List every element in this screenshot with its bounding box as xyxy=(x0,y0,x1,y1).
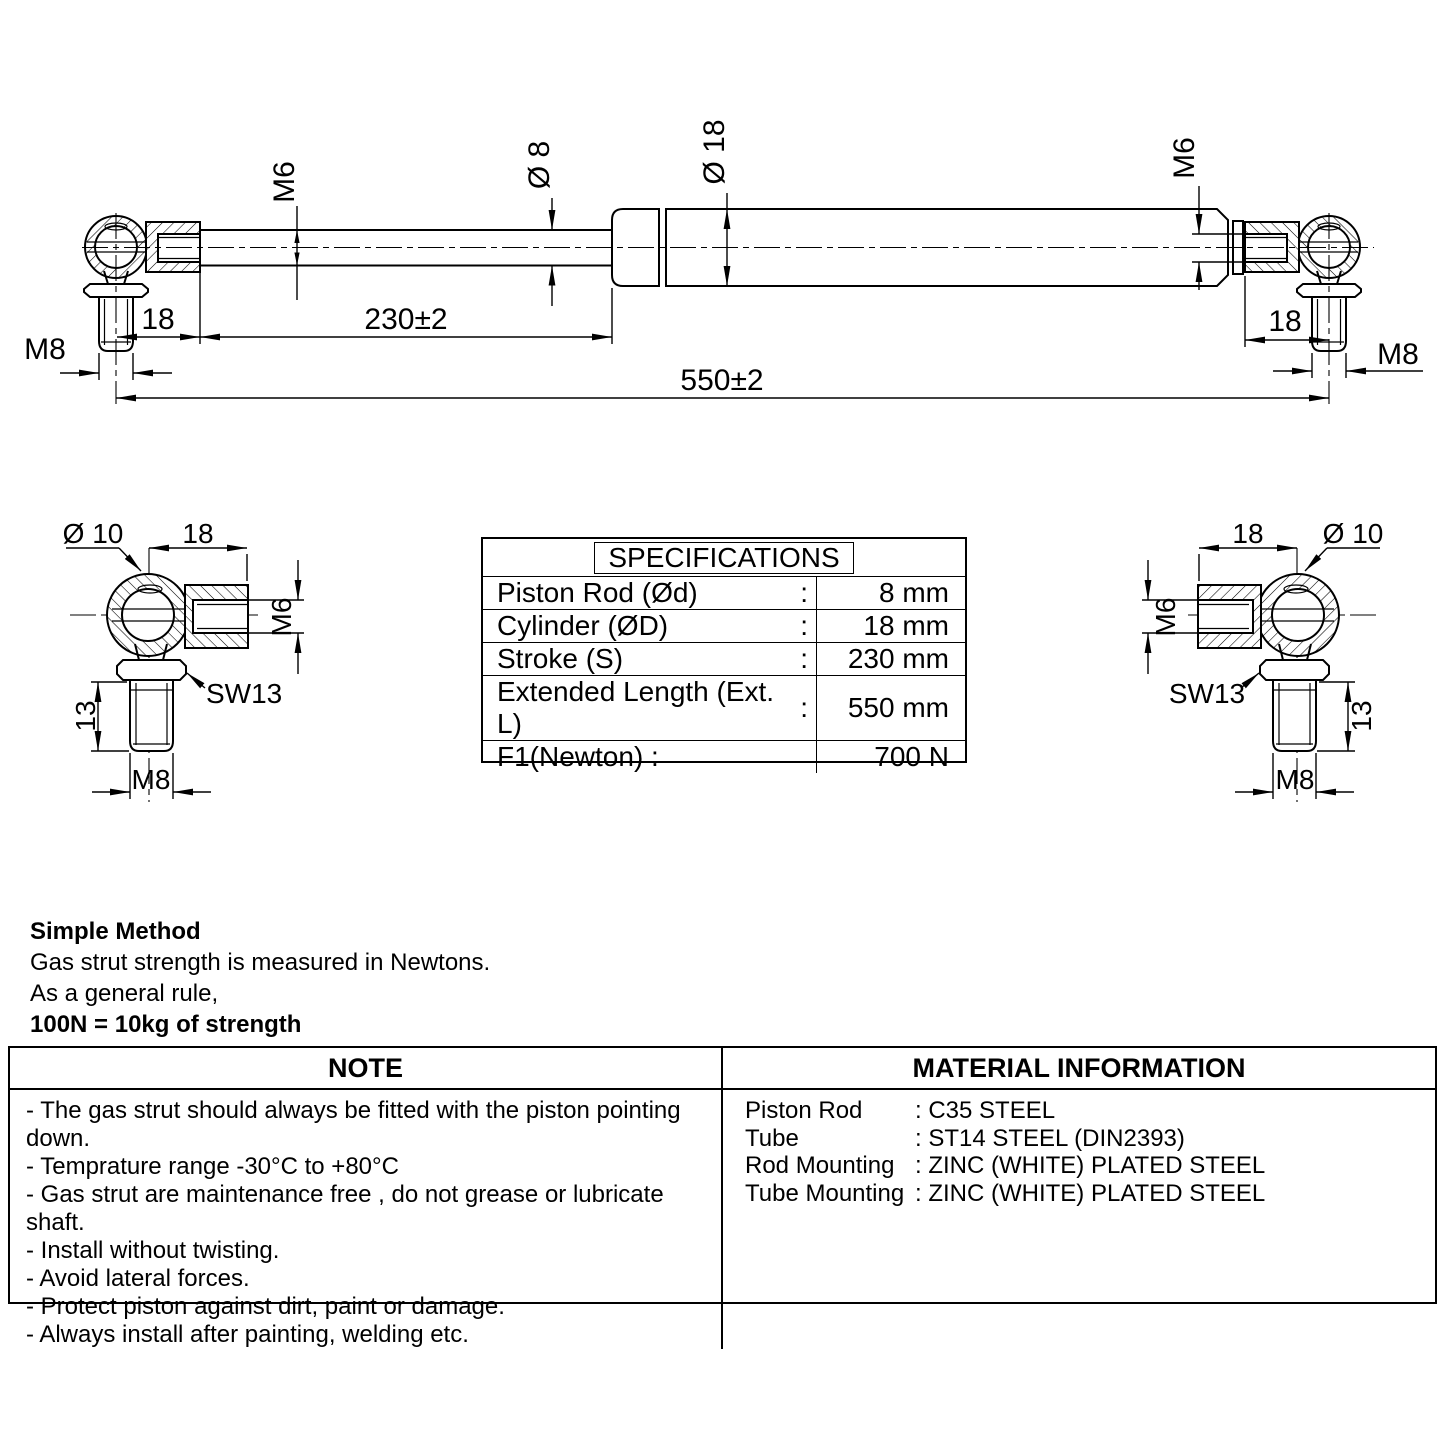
detail-right-sw13: SW13 xyxy=(1168,678,1246,709)
table-row xyxy=(483,675,965,740)
gas-strut-side-view xyxy=(24,119,1423,404)
dim-230: 230±2 xyxy=(364,303,448,336)
table-row xyxy=(483,609,965,642)
dim-550: 550±2 xyxy=(680,364,764,397)
label-m6-left: M6 xyxy=(268,161,301,203)
detail-right-dim18: 18 xyxy=(1232,518,1264,549)
ball-joint-fitting-right xyxy=(1245,216,1361,351)
spec-label: Stroke (S) xyxy=(497,643,624,674)
list-item: - The gas strut should always be fitted with the piston pointing down. xyxy=(26,1097,681,1152)
detail-left-m6: M6 xyxy=(266,597,297,637)
material-value: : ZINC (WHITE) PLATED STEEL xyxy=(915,1179,1266,1207)
material-value: : ZINC (WHITE) PLATED STEEL xyxy=(915,1152,1266,1179)
table-row xyxy=(739,1097,1435,1125)
material-label: Piston Rod xyxy=(745,1097,863,1124)
list-item: - Avoid lateral forces. xyxy=(26,1265,250,1292)
spec-value: 8 mm xyxy=(879,577,949,608)
label-m8-right: M8 xyxy=(1377,338,1419,371)
simple-method-title: Simple Method xyxy=(30,918,201,945)
material-value: : C35 STEEL xyxy=(915,1097,1056,1124)
detail-right-dia10: Ø 10 xyxy=(1322,518,1384,549)
spec-value: 18 mm xyxy=(863,610,949,641)
spec-label: Extended Length (Ext. L) xyxy=(497,676,775,739)
spec-colon: : xyxy=(800,643,808,674)
spec-value: 700 N xyxy=(874,741,949,772)
label-m6-right: M6 xyxy=(1168,137,1201,179)
material-label: Rod Mounting xyxy=(745,1152,895,1179)
spec-colon: : xyxy=(800,692,808,723)
spec-colon: : xyxy=(800,610,808,641)
table-row xyxy=(483,576,965,609)
dim-18-right: 18 xyxy=(1268,305,1302,338)
simple-method-rule: 100N = 10kg of strength xyxy=(30,1011,302,1038)
label-m8-left: M8 xyxy=(24,333,66,366)
table-row xyxy=(739,1152,1435,1180)
spec-label: Cylinder (ØD) xyxy=(497,610,669,641)
spec-label: Piston Rod (Ød) xyxy=(497,577,698,608)
material-list xyxy=(723,1090,1435,1349)
spec-table-title-row xyxy=(483,539,965,576)
label-dia18: Ø 18 xyxy=(698,119,731,185)
list-item: - Always install after painting, welding etc. xyxy=(26,1321,469,1348)
material-title: MATERIAL INFORMATION xyxy=(723,1048,1435,1090)
detail-right-dim13: 13 xyxy=(1346,700,1377,732)
simple-method-line: Gas strut strength is measured in Newtons. xyxy=(30,949,491,976)
table-row xyxy=(739,1180,1435,1208)
spec-table-title: SPECIFICATIONS xyxy=(594,542,853,574)
label-dia8: Ø 8 xyxy=(523,140,556,190)
material-value: : ST14 STEEL (DIN2393) xyxy=(915,1124,1185,1152)
list-item: - Temprature range -30°C to +80°C xyxy=(26,1153,399,1180)
table-row xyxy=(739,1125,1435,1153)
detail-right-m8: M8 xyxy=(1275,764,1315,795)
table-row xyxy=(483,740,965,773)
detail-right-m6: M6 xyxy=(1150,597,1181,637)
detail-left-dia10: Ø 10 xyxy=(62,518,124,549)
note-list xyxy=(10,1090,723,1349)
list-item: - Gas strut are maintenance free , do not grease or lubricate shaft. xyxy=(26,1181,664,1236)
detail-left-sw13: SW13 xyxy=(206,678,283,709)
spec-colon: : xyxy=(800,577,808,608)
spec-label: F1(Newton) : xyxy=(497,741,659,772)
simple-method-block xyxy=(30,916,490,1040)
list-item: - Protect piston against dirt, paint or damage. xyxy=(26,1293,505,1320)
table-row xyxy=(483,642,965,675)
spec-value: 230 mm xyxy=(847,643,949,674)
note-title: NOTE xyxy=(10,1048,723,1090)
detail-left-m8: M8 xyxy=(131,764,171,795)
material-label: Tube Mounting xyxy=(745,1179,905,1207)
list-item: - Install without twisting. xyxy=(26,1237,280,1264)
end-fitting-detail-right xyxy=(1142,548,1380,802)
detail-left-dim13: 13 xyxy=(70,700,101,732)
end-fitting-detail-geometry xyxy=(66,548,304,802)
simple-method-line: As a general rule, xyxy=(30,980,219,1007)
spec-value: 550 mm xyxy=(847,692,949,723)
dim-18-left: 18 xyxy=(141,303,175,336)
detail-left-dim18: 18 xyxy=(182,518,214,549)
material-label: Tube xyxy=(745,1124,799,1152)
note-material-table xyxy=(8,1046,1437,1348)
spec-table xyxy=(481,537,967,772)
